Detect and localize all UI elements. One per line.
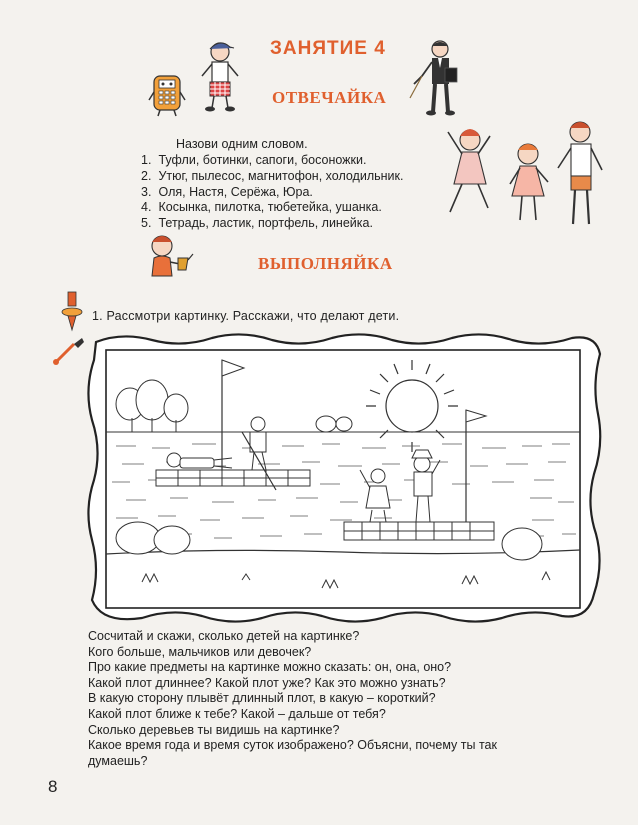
question-line: Какое время года и время суток изображено? Объясни, почему ты так xyxy=(88,738,497,753)
bleed-through-text xyxy=(60,40,63,52)
word-task-list xyxy=(141,153,403,232)
pencil-icon xyxy=(60,290,84,334)
list-item: 4. Косынка, пилотка, тюбетейка, ушанка. xyxy=(141,200,382,215)
boy-cap-illustration xyxy=(196,38,246,113)
vypolnyaika-section-title: ВЫПОЛНЯЙКА xyxy=(258,254,393,273)
question-line: В какую сторону плывёт длинный плот, в какую – короткий? xyxy=(88,691,436,706)
list-item: 5. Тетрадь, ластик, портфель, линейка. xyxy=(141,216,373,231)
question-line: Про какие предметы на картинке можно сказать: он, она, оно? xyxy=(88,660,452,675)
question-line: Сосчитай и скажи, сколько детей на картинке? xyxy=(88,629,360,643)
boy-watering-illustration xyxy=(144,232,194,282)
questions-block xyxy=(88,629,608,769)
brush-icon xyxy=(52,336,86,366)
phone-mascot-illustration xyxy=(148,72,188,117)
lesson-title: ЗАНЯТИЕ 4 xyxy=(270,38,386,59)
list-item: 2. Утюг, пылесос, магнитофон, холодильник. xyxy=(141,168,404,183)
question-line: Какой плот ближе к тебе? Какой – дальше от тебя? xyxy=(88,706,386,721)
question-line: Какой плот длиннее? Какой плот уже? Как это можно узнать? xyxy=(88,675,446,690)
list-item: 3. Оля, Настя, Серёжа, Юра. xyxy=(141,184,313,199)
list-item: 1. Туфли, ботинки, сапоги, босоножки. xyxy=(141,153,367,167)
question-line: Кого больше, мальчиков или девочек? xyxy=(88,644,312,659)
question-line: Сколько деревьев ты видишь на картинке? xyxy=(88,722,340,737)
otvechaika-section-title: ОТВЕЧАЙКА xyxy=(272,88,387,107)
question-line: думаешь? xyxy=(88,753,148,768)
river-scene-picture xyxy=(82,330,610,626)
page-number: 8 xyxy=(48,777,58,796)
task-intro-text: Назови одним словом. xyxy=(176,137,308,151)
teacher-illustration xyxy=(418,36,468,118)
dancing-children-illustration xyxy=(440,112,610,242)
task-1-instruction: 1. Рассмотри картинку. Расскажи, что делают дети. xyxy=(92,309,400,323)
